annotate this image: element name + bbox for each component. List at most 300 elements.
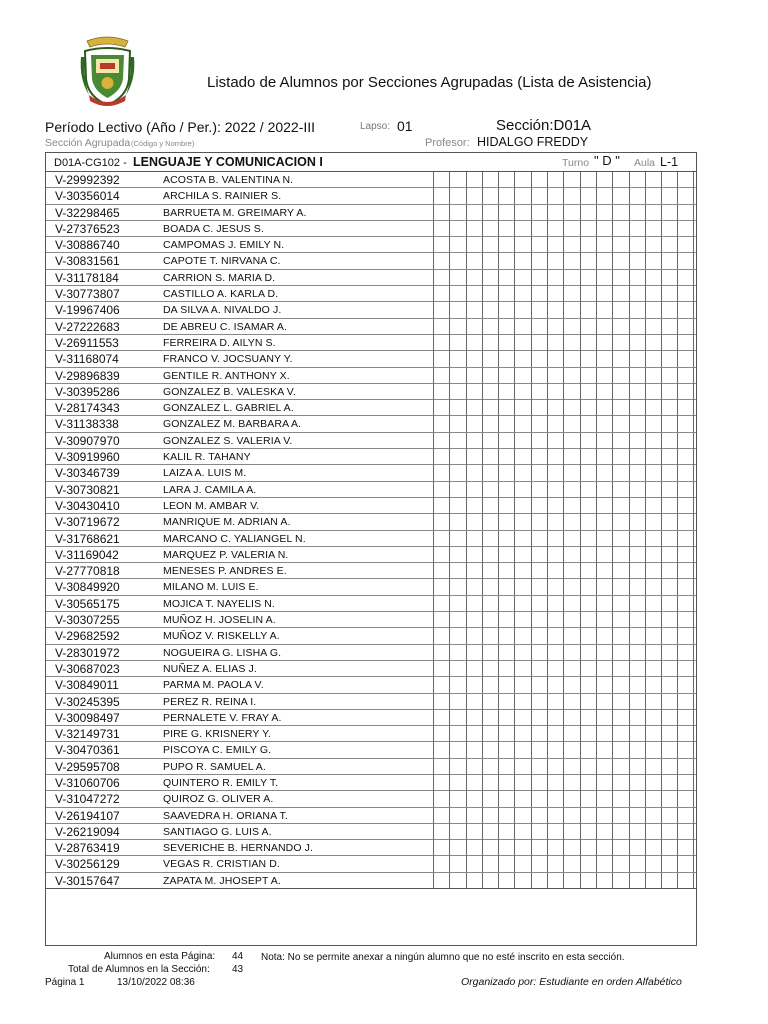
attendance-cell	[563, 759, 579, 775]
attendance-cell	[629, 237, 645, 253]
attendance-cell	[580, 351, 596, 367]
attendance-cell	[580, 465, 596, 481]
attendance-cell	[580, 710, 596, 726]
attendance-cell	[612, 498, 628, 514]
attendance-cell	[449, 759, 465, 775]
attendance-cell	[482, 433, 498, 449]
attendance-cell	[596, 221, 612, 237]
attendance-cell	[449, 465, 465, 481]
student-name: CARRION S. MARIA D.	[163, 271, 276, 284]
attendance-cell	[498, 400, 514, 416]
attendance-cell	[677, 726, 693, 742]
attendance-cell	[596, 677, 612, 693]
attendance-cell	[661, 661, 677, 677]
attendance-cell	[563, 775, 579, 791]
attendance-cell	[596, 400, 612, 416]
student-id: V-30687023	[55, 661, 120, 676]
attendance-cells	[433, 645, 694, 661]
attendance-cell	[645, 856, 661, 872]
attendance-cells	[433, 286, 694, 302]
attendance-cell	[498, 873, 514, 889]
attendance-cell	[433, 726, 449, 742]
attendance-cells	[433, 531, 694, 547]
attendance-cell	[449, 645, 465, 661]
student-name: PARMA M. PAOLA V.	[163, 679, 264, 692]
attendance-cells	[433, 433, 694, 449]
attendance-cell	[449, 237, 465, 253]
student-name: NOGUEIRA G. LISHA G.	[163, 646, 282, 659]
attendance-cell	[433, 579, 449, 595]
attendance-cell	[531, 172, 547, 188]
attendance-cell	[661, 645, 677, 661]
attendance-cell	[677, 645, 693, 661]
attendance-cell	[580, 661, 596, 677]
attendance-cell	[498, 172, 514, 188]
attendance-cells	[433, 368, 694, 384]
attendance-cell	[466, 465, 482, 481]
attendance-cell	[645, 547, 661, 563]
attendance-cell	[596, 416, 612, 432]
attendance-cell	[596, 808, 612, 824]
attendance-cell	[612, 384, 628, 400]
student-name: SAAVEDRA H. ORIANA T.	[163, 809, 288, 822]
attendance-cell	[466, 612, 482, 628]
attendance-cell	[677, 351, 693, 367]
attendance-cell	[482, 824, 498, 840]
student-id: V-31168074	[55, 352, 119, 367]
student-name: QUIROZ G. OLIVER A.	[163, 793, 274, 806]
student-name: MANRIQUE M. ADRIAN A.	[163, 516, 291, 529]
attendance-cell	[629, 612, 645, 628]
lapso-value: 01	[397, 118, 413, 134]
student-name: GENTILE R. ANTHONY X.	[163, 369, 290, 382]
attendance-cell	[449, 628, 465, 644]
attendance-cell	[596, 286, 612, 302]
attendance-cell	[580, 482, 596, 498]
attendance-cell	[482, 840, 498, 856]
attendance-cell	[449, 221, 465, 237]
attendance-cell	[498, 596, 514, 612]
student-id: V-30565175	[55, 596, 120, 611]
attendance-cell	[514, 172, 530, 188]
attendance-cell	[433, 547, 449, 563]
attendance-cell	[661, 596, 677, 612]
attendance-cell	[645, 482, 661, 498]
attendance-cell	[449, 416, 465, 432]
student-name: PIRE G. KRISNERY Y.	[163, 728, 271, 741]
attendance-cell	[629, 319, 645, 335]
attendance-cells	[433, 384, 694, 400]
attendance-cell	[482, 368, 498, 384]
attendance-cell	[612, 742, 628, 758]
alumnos-pagina-value: 44	[232, 951, 244, 962]
student-id: V-31768621	[55, 531, 120, 546]
institution-crest-logo	[79, 35, 136, 107]
attendance-cells	[433, 873, 694, 889]
attendance-cell	[449, 498, 465, 514]
attendance-cell	[645, 628, 661, 644]
attendance-cell	[661, 759, 677, 775]
attendance-cell	[645, 661, 661, 677]
attendance-cell	[449, 384, 465, 400]
attendance-cell	[580, 791, 596, 807]
attendance-cell	[433, 514, 449, 530]
attendance-cell	[596, 482, 612, 498]
attendance-cells	[433, 416, 694, 432]
attendance-cell	[547, 253, 563, 269]
student-name: LEON M. AMBAR V.	[163, 499, 260, 512]
attendance-cell	[547, 677, 563, 693]
attendance-cell	[563, 498, 579, 514]
attendance-cell	[580, 335, 596, 351]
attendance-cell	[612, 840, 628, 856]
attendance-cell	[531, 237, 547, 253]
student-id: V-31138338	[55, 417, 119, 432]
student-id: V-28763419	[55, 841, 120, 856]
attendance-cell	[482, 759, 498, 775]
attendance-cell	[482, 319, 498, 335]
student-name: LAIZA A. LUIS M.	[163, 467, 247, 480]
attendance-cell	[612, 694, 628, 710]
attendance-cell	[612, 873, 628, 889]
attendance-cell	[677, 661, 693, 677]
attendance-cell	[645, 873, 661, 889]
attendance-cell	[466, 661, 482, 677]
attendance-cell	[514, 775, 530, 791]
total-alumnos-label: Total de Alumnos en la Sección:	[68, 964, 210, 975]
student-name: CAMPOMAS J. EMILY N.	[163, 239, 285, 252]
attendance-cell	[498, 742, 514, 758]
attendance-cell	[498, 465, 514, 481]
attendance-cell	[449, 791, 465, 807]
attendance-cell	[498, 416, 514, 432]
attendance-cell	[547, 759, 563, 775]
attendance-cell	[612, 237, 628, 253]
turno-value: " D "	[594, 153, 620, 168]
attendance-cell	[466, 791, 482, 807]
attendance-cell	[677, 563, 693, 579]
attendance-cell	[612, 628, 628, 644]
attendance-cell	[596, 498, 612, 514]
attendance-cell	[433, 465, 449, 481]
attendance-cell	[531, 645, 547, 661]
attendance-cell	[466, 368, 482, 384]
attendance-cells	[433, 188, 694, 204]
attendance-cell	[482, 547, 498, 563]
student-id: V-28174343	[55, 401, 120, 416]
attendance-cell	[466, 563, 482, 579]
attendance-cell	[612, 351, 628, 367]
attendance-cell	[580, 172, 596, 188]
attendance-cell	[449, 449, 465, 465]
attendance-cell	[433, 742, 449, 758]
attendance-cell	[531, 351, 547, 367]
attendance-cell	[433, 677, 449, 693]
attendance-cell	[547, 384, 563, 400]
table-row	[46, 400, 696, 416]
attendance-cell	[645, 791, 661, 807]
report-title: Listado de Alumnos por Secciones Agrupadas (Lista de Asistencia)	[207, 74, 652, 91]
student-name: GONZALEZ L. GABRIEL A.	[163, 402, 294, 415]
attendance-cell	[482, 694, 498, 710]
attendance-cell	[531, 694, 547, 710]
attendance-cells	[433, 742, 694, 758]
attendance-cell	[612, 596, 628, 612]
attendance-cell	[498, 335, 514, 351]
attendance-cell	[629, 873, 645, 889]
student-id: V-27376523	[55, 221, 120, 236]
attendance-cell	[629, 449, 645, 465]
attendance-cells	[433, 351, 694, 367]
attendance-cell	[514, 270, 530, 286]
attendance-cell	[531, 824, 547, 840]
attendance-cell	[661, 416, 677, 432]
attendance-cell	[498, 808, 514, 824]
attendance-cell	[449, 563, 465, 579]
attendance-cell	[563, 661, 579, 677]
attendance-cell	[482, 172, 498, 188]
table-row	[46, 856, 696, 872]
attendance-cell	[466, 596, 482, 612]
attendance-cell	[498, 449, 514, 465]
attendance-cell	[580, 221, 596, 237]
attendance-cell	[677, 482, 693, 498]
attendance-cell	[514, 302, 530, 318]
attendance-cell	[661, 498, 677, 514]
student-name: MENESES P. ANDRES E.	[163, 565, 287, 578]
attendance-cell	[514, 433, 530, 449]
attendance-cell	[629, 677, 645, 693]
attendance-cell	[661, 628, 677, 644]
attendance-cell	[612, 482, 628, 498]
attendance-cell	[433, 856, 449, 872]
attendance-cell	[498, 188, 514, 204]
attendance-cell	[563, 482, 579, 498]
attendance-cell	[449, 661, 465, 677]
attendance-cell	[482, 645, 498, 661]
attendance-cell	[531, 270, 547, 286]
attendance-cell	[661, 856, 677, 872]
attendance-cells	[433, 514, 694, 530]
attendance-cell	[466, 856, 482, 872]
attendance-cell	[547, 172, 563, 188]
student-name: CAPOTE T. NIRVANA C.	[163, 255, 281, 268]
attendance-cell	[498, 856, 514, 872]
attendance-cell	[498, 759, 514, 775]
attendance-cell	[629, 694, 645, 710]
attendance-cell	[580, 596, 596, 612]
attendance-cell	[645, 221, 661, 237]
student-id: V-30886740	[55, 238, 120, 253]
attendance-cell	[612, 531, 628, 547]
attendance-cell	[547, 710, 563, 726]
attendance-cells	[433, 253, 694, 269]
aula-label: Aula	[634, 157, 656, 169]
attendance-cell	[466, 824, 482, 840]
student-name: PERNALETE V. FRAY A.	[163, 711, 282, 724]
attendance-cell	[596, 661, 612, 677]
attendance-cells	[433, 612, 694, 628]
attendance-cell	[596, 433, 612, 449]
attendance-cell	[482, 498, 498, 514]
attendance-cells	[433, 840, 694, 856]
table-row	[46, 596, 696, 612]
attendance-cell	[514, 221, 530, 237]
attendance-cell	[531, 433, 547, 449]
attendance-cell	[547, 612, 563, 628]
attendance-cell	[596, 873, 612, 889]
attendance-cell	[531, 498, 547, 514]
attendance-cell	[629, 791, 645, 807]
attendance-cell	[482, 205, 498, 221]
nota-text: Nota: No se permite anexar a ningún alumno que no esté inscrito en esta sección.	[261, 952, 625, 963]
attendance-cell	[563, 368, 579, 384]
attendance-cell	[498, 547, 514, 563]
attendance-cells	[433, 661, 694, 677]
attendance-cell	[433, 824, 449, 840]
attendance-cell	[612, 270, 628, 286]
student-id: V-26219094	[55, 824, 120, 839]
attendance-cell	[645, 205, 661, 221]
attendance-cell	[661, 335, 677, 351]
attendance-cell	[466, 270, 482, 286]
seccion-value: Sección:D01A	[496, 117, 592, 134]
attendance-cell	[677, 547, 693, 563]
attendance-cell	[645, 433, 661, 449]
student-name: DA SILVA A. NIVALDO J.	[163, 304, 282, 317]
attendance-cell	[547, 221, 563, 237]
attendance-cell	[433, 384, 449, 400]
attendance-cell	[449, 188, 465, 204]
attendance-cell	[433, 400, 449, 416]
attendance-cell	[433, 563, 449, 579]
attendance-cell	[547, 726, 563, 742]
attendance-cell	[661, 791, 677, 807]
attendance-cell	[531, 873, 547, 889]
attendance-cell	[449, 319, 465, 335]
attendance-cell	[547, 824, 563, 840]
attendance-cell	[596, 335, 612, 351]
attendance-cell	[449, 742, 465, 758]
attendance-cell	[547, 563, 563, 579]
attendance-cell	[514, 237, 530, 253]
attendance-cell	[596, 710, 612, 726]
attendance-cell	[645, 840, 661, 856]
table-row	[46, 742, 696, 758]
attendance-cell	[433, 775, 449, 791]
attendance-cell	[482, 742, 498, 758]
attendance-cell	[629, 824, 645, 840]
student-name: SANTIAGO G. LUIS A.	[163, 825, 272, 838]
attendance-cell	[677, 531, 693, 547]
attendance-cell	[547, 286, 563, 302]
attendance-cell	[449, 400, 465, 416]
attendance-cell	[531, 221, 547, 237]
attendance-cell	[498, 612, 514, 628]
attendance-cell	[612, 205, 628, 221]
student-id: V-30719672	[55, 515, 120, 530]
student-name: DE ABREU C. ISAMAR A.	[163, 320, 288, 333]
student-id: V-30356014	[55, 189, 120, 204]
attendance-cell	[580, 188, 596, 204]
attendance-cell	[596, 368, 612, 384]
attendance-cell	[482, 237, 498, 253]
attendance-cell	[677, 319, 693, 335]
student-id: V-28301972	[55, 645, 120, 660]
attendance-cell	[629, 335, 645, 351]
attendance-cell	[596, 205, 612, 221]
student-name: PISCOYA C. EMILY G.	[163, 744, 272, 757]
table-row	[46, 661, 696, 677]
attendance-cell	[645, 775, 661, 791]
attendance-cell	[629, 465, 645, 481]
attendance-cell	[433, 710, 449, 726]
attendance-cell	[645, 384, 661, 400]
attendance-cell	[563, 856, 579, 872]
attendance-cell	[677, 368, 693, 384]
attendance-cell	[547, 694, 563, 710]
attendance-cell	[661, 172, 677, 188]
student-name: BARRUETA M. GREIMARY A.	[163, 206, 307, 219]
attendance-cell	[449, 172, 465, 188]
attendance-cell	[629, 514, 645, 530]
attendance-cell	[482, 253, 498, 269]
attendance-cell	[482, 726, 498, 742]
attendance-cell	[466, 482, 482, 498]
attendance-cell	[498, 205, 514, 221]
attendance-cell	[596, 645, 612, 661]
attendance-cell	[580, 563, 596, 579]
attendance-cell	[612, 856, 628, 872]
student-id: V-30831561	[55, 254, 120, 269]
attendance-cell	[466, 351, 482, 367]
attendance-cell	[514, 628, 530, 644]
attendance-cell	[498, 221, 514, 237]
attendance-cell	[645, 335, 661, 351]
attendance-cell	[612, 335, 628, 351]
attendance-cell	[645, 531, 661, 547]
student-name: ARCHILA S. RAINIER S.	[163, 190, 282, 203]
attendance-cell	[629, 710, 645, 726]
attendance-cell	[498, 840, 514, 856]
attendance-cell	[661, 563, 677, 579]
attendance-cell	[547, 335, 563, 351]
student-id: V-32298465	[55, 205, 120, 220]
attendance-cell	[629, 775, 645, 791]
attendance-cell	[531, 775, 547, 791]
attendance-cell	[596, 628, 612, 644]
attendance-cell	[580, 498, 596, 514]
attendance-cell	[433, 188, 449, 204]
attendance-cell	[580, 742, 596, 758]
attendance-cell	[531, 286, 547, 302]
attendance-cell	[482, 400, 498, 416]
attendance-cell	[449, 270, 465, 286]
attendance-cell	[531, 465, 547, 481]
attendance-cell	[661, 205, 677, 221]
student-id: V-32149731	[55, 727, 120, 742]
table-row	[46, 824, 696, 840]
table-row	[46, 465, 696, 481]
table-row	[46, 188, 696, 204]
attendance-cell	[580, 531, 596, 547]
attendance-cells	[433, 237, 694, 253]
attendance-cell	[449, 514, 465, 530]
student-name: MARCANO C. YALIANGEL N.	[163, 532, 306, 545]
attendance-cell	[514, 188, 530, 204]
attendance-cell	[449, 775, 465, 791]
attendance-cell	[466, 449, 482, 465]
